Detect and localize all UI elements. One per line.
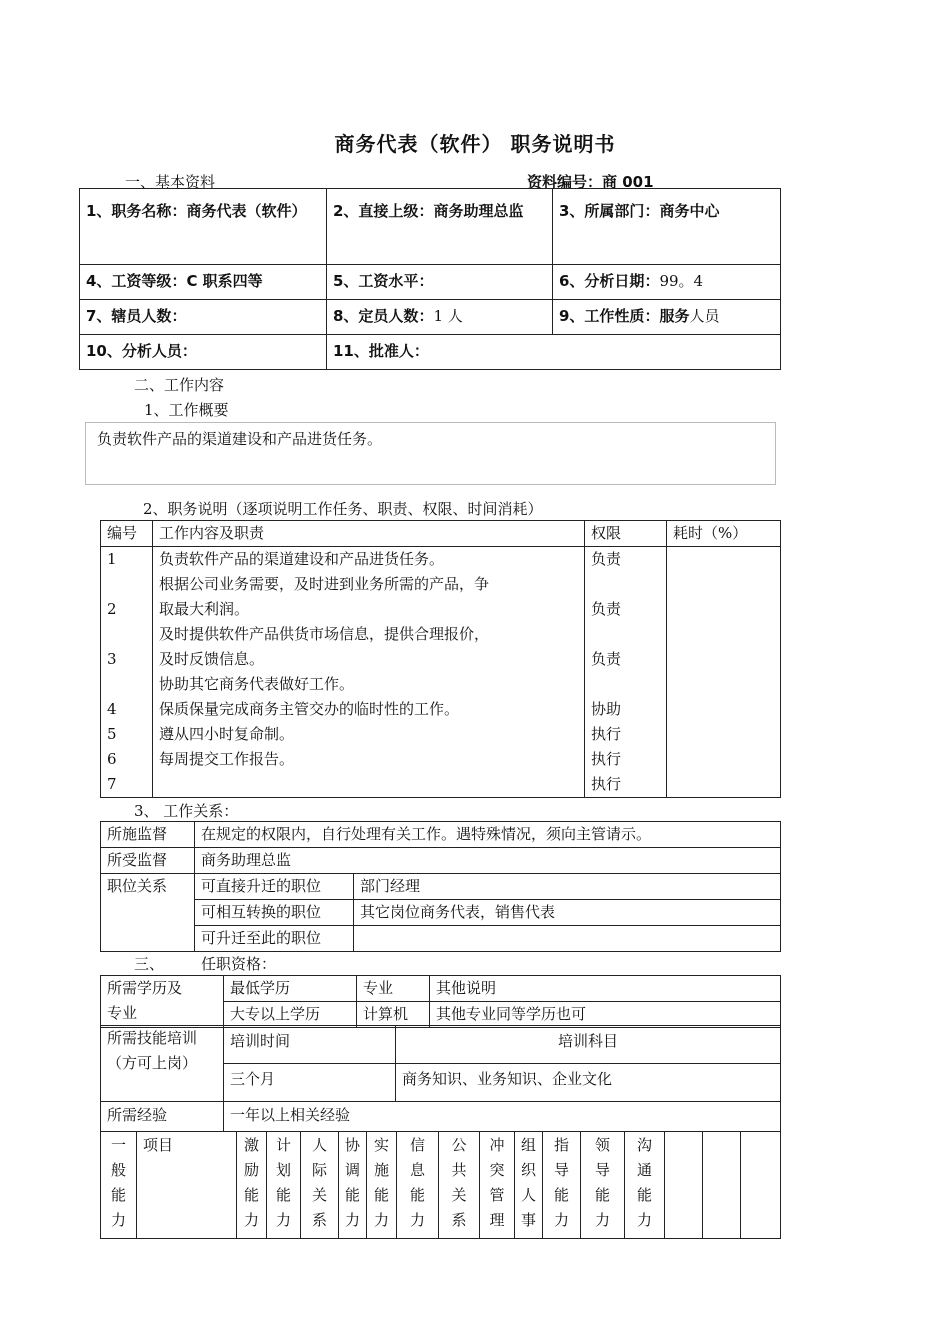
item-label: 项目 (137, 1132, 237, 1239)
training-label (101, 1026, 224, 1102)
ability-char: 实 (373, 1136, 389, 1154)
duty-number (107, 622, 146, 647)
ability-information (397, 1132, 439, 1239)
basic-info-table (79, 188, 781, 370)
ability-char: 计 (275, 1136, 291, 1154)
duty-authority: 负责 (591, 600, 622, 618)
doc-number: 资料编号：商 001 (527, 173, 654, 191)
qualification-table (100, 975, 781, 1028)
edu-label-line: 专业 (107, 1004, 138, 1022)
approver-cell: 11、批准人： (327, 335, 781, 370)
min-edu-value: 大专以上学历 (224, 1002, 357, 1028)
duty-number (107, 672, 146, 697)
duty-authority: 协助 (591, 700, 622, 718)
ability-char: 人 (520, 1186, 536, 1204)
duties-content-column (153, 547, 585, 798)
duty-content (159, 772, 578, 797)
job-nature-cell (553, 300, 781, 335)
job-nature-label: 9、工作性质：服务 (559, 307, 690, 325)
ability-char: 组 (520, 1136, 536, 1154)
from-value (354, 926, 781, 952)
duty-content: 协助其它商务代表做好工作。 (159, 675, 355, 693)
duties-header-time: 耗时（%） (667, 521, 781, 547)
relations-heading: 3、 工作关系： (134, 802, 239, 820)
duties-time-column (667, 547, 781, 798)
ability-char: 理 (489, 1211, 505, 1229)
duty-content: 及时提供软件产品供货市场信息，提供合理报价， (159, 625, 490, 643)
ability-char: 能 (636, 1186, 652, 1204)
ability-char: 能 (373, 1186, 389, 1204)
analysis-date-value: 99。4 (659, 272, 704, 290)
training-table (100, 1025, 781, 1132)
ability-char: 力 (373, 1211, 389, 1229)
ability-char: 能 (275, 1186, 291, 1204)
transfer-value: 其它岗位商务代表，销售代表 (354, 900, 781, 926)
duty-authority: 执行 (591, 725, 622, 743)
department-cell: 3、所属部门：商务中心 (553, 189, 781, 265)
duties-heading: 2、职务说明（逐项说明工作任务、职责、权限、时间消耗） (143, 500, 543, 518)
job-title-cell: 1、职务名称：商务代表（软件） (80, 189, 327, 265)
experience-value: 一年以上相关经验 (224, 1102, 781, 1132)
training-label-line: （方可上岗） (107, 1054, 198, 1072)
duty-content: 及时反馈信息。 (159, 650, 265, 668)
duty-number: 1 (107, 550, 117, 568)
training-subject-label: 培训科目 (396, 1026, 781, 1064)
ability-planning (267, 1132, 301, 1239)
section-work-heading: 二、工作内容 (134, 376, 225, 394)
ability-char: 息 (409, 1161, 425, 1179)
ability-char: 能 (594, 1186, 610, 1204)
headcount-cell (327, 300, 553, 335)
duty-content: 每周提交工作报告。 (159, 750, 295, 768)
ability-char: 公 (451, 1136, 467, 1154)
duty-number: 7 (107, 775, 117, 793)
duty-authority (591, 622, 660, 647)
supervise-label: 所施监督 (101, 822, 195, 848)
analysis-date-label: 6、分析日期： (559, 272, 660, 290)
ability-empty-cell (741, 1132, 781, 1239)
duty-authority: 执行 (591, 750, 622, 768)
duty-content: 遵从四小时复命制。 (159, 725, 295, 743)
ability-char: 关 (451, 1186, 467, 1204)
duty-number: 2 (107, 600, 117, 618)
ability-char: 突 (489, 1161, 505, 1179)
ability-char: 通 (636, 1161, 652, 1179)
other-label: 其他说明 (430, 976, 781, 1002)
edu-label-line: 所需学历及 (107, 979, 183, 997)
ability-organization (515, 1132, 543, 1239)
training-time-label: 培训时间 (224, 1026, 396, 1064)
ability-char: 际 (311, 1161, 327, 1179)
general-ability-char: 般 (110, 1161, 126, 1179)
salary-level-cell: 5、工资水平： (327, 265, 553, 300)
ability-public-relations (439, 1132, 480, 1239)
ability-char: 力 (594, 1211, 610, 1229)
supervise-text: 在规定的权限内，自行处理有关工作。遇特殊情况，须向主管请示。 (195, 822, 781, 848)
ability-conflict-management (480, 1132, 515, 1239)
supervised-label: 所受监督 (101, 848, 195, 874)
salary-grade-cell: 4、工资等级：C 职系四等 (80, 265, 327, 300)
from-label: 可升迁至此的职位 (195, 926, 354, 952)
ability-char: 沟 (636, 1136, 652, 1154)
duty-authority (591, 672, 660, 697)
ability-empty-cell (665, 1132, 703, 1239)
duties-table (100, 520, 781, 798)
duties-header-content: 工作内容及职责 (153, 521, 585, 547)
duty-number (107, 572, 146, 597)
duty-authority: 执行 (591, 775, 622, 793)
ability-char: 激 (243, 1136, 259, 1154)
ability-char: 系 (451, 1211, 467, 1229)
overview-box (85, 422, 776, 485)
ability-char: 能 (553, 1186, 569, 1204)
min-edu-label: 最低学历 (224, 976, 357, 1002)
ability-char: 织 (520, 1161, 536, 1179)
section-qual-number: 三、 (134, 955, 165, 973)
duty-number: 6 (107, 750, 117, 768)
major-value: 计算机 (357, 1002, 430, 1028)
ability-char: 冲 (489, 1136, 505, 1154)
overview-heading: 1、工作概要 (144, 401, 229, 419)
general-ability-label (101, 1132, 137, 1239)
section-qual-heading: 任职资格： (201, 955, 277, 973)
ability-char: 管 (489, 1186, 505, 1204)
ability-char: 划 (275, 1161, 291, 1179)
duty-number: 4 (107, 700, 117, 718)
experience-label: 所需经验 (101, 1102, 224, 1132)
ability-communication (625, 1132, 665, 1239)
edu-label (101, 976, 224, 1028)
job-nature-value: 人员 (689, 307, 720, 325)
ability-guidance (543, 1132, 581, 1239)
ability-char: 导 (553, 1161, 569, 1179)
general-ability-char: 一 (110, 1136, 126, 1154)
promote-label: 可直接升迁的职位 (195, 874, 354, 900)
general-ability-char: 力 (110, 1211, 126, 1229)
analyst-cell: 10、分析人员： (80, 335, 327, 370)
ability-leadership (581, 1132, 625, 1239)
ability-char: 能 (243, 1186, 259, 1204)
ability-char: 系 (311, 1211, 327, 1229)
duty-content: 负责软件产品的渠道建设和产品进货任务。 (159, 550, 445, 568)
duty-authority: 负责 (591, 550, 622, 568)
duty-content: 取最大利润。 (159, 600, 250, 618)
promote-value: 部门经理 (354, 874, 781, 900)
ability-char: 力 (243, 1211, 259, 1229)
ability-char: 调 (344, 1161, 360, 1179)
headcount-value: 1 人 (433, 307, 463, 325)
ability-table (100, 1131, 781, 1239)
analysis-date-cell (553, 265, 781, 300)
general-ability-char: 能 (110, 1186, 126, 1204)
ability-char: 能 (409, 1186, 425, 1204)
ability-char: 导 (594, 1161, 610, 1179)
section-basic-heading: 一、基本资料 (125, 173, 216, 191)
training-label-line: 所需技能培训 (107, 1029, 198, 1047)
ability-interpersonal (301, 1132, 339, 1239)
position-relation-label: 职位关系 (101, 874, 195, 952)
duties-header-number: 编号 (101, 521, 153, 547)
major-label: 专业 (357, 976, 430, 1002)
ability-implementation (367, 1132, 397, 1239)
ability-char: 信 (409, 1136, 425, 1154)
training-subject-value: 商务知识、业务知识、企业文化 (396, 1064, 781, 1102)
overview-text: 负责软件产品的渠道建设和产品进货任务。 (97, 430, 383, 448)
ability-char: 励 (243, 1161, 259, 1179)
ability-coordination (339, 1132, 367, 1239)
ability-motivation (237, 1132, 267, 1239)
ability-char: 力 (344, 1211, 360, 1229)
supervised-text: 商务助理总监 (195, 848, 781, 874)
ability-char: 指 (553, 1136, 569, 1154)
duties-authority-column (585, 547, 667, 798)
duty-content: 保质保量完成商务主管交办的临时性的工作。 (159, 700, 460, 718)
ability-char: 协 (344, 1136, 360, 1154)
ability-char: 力 (553, 1211, 569, 1229)
ability-char: 施 (373, 1161, 389, 1179)
ability-char: 力 (275, 1211, 291, 1229)
duty-number: 5 (107, 725, 117, 743)
duty-authority (591, 572, 660, 597)
duty-authority: 负责 (591, 650, 622, 668)
transfer-label: 可相互转换的职位 (195, 900, 354, 926)
ability-char: 关 (311, 1186, 327, 1204)
duties-number-column (101, 547, 153, 798)
duty-number: 3 (107, 650, 117, 668)
ability-char: 人 (311, 1136, 327, 1154)
ability-char: 能 (344, 1186, 360, 1204)
relations-table (100, 821, 781, 952)
direct-superior-cell: 2、直接上级：商务助理总监 (327, 189, 553, 265)
ability-char: 力 (636, 1211, 652, 1229)
duty-content: 根据公司业务需要，及时进到业务所需的产品，争 (159, 575, 490, 593)
training-time-value: 三个月 (224, 1064, 396, 1102)
ability-char: 事 (520, 1211, 536, 1229)
ability-empty-cell (703, 1132, 741, 1239)
document-title: 商务代表（软件） 职务说明书 (334, 132, 616, 156)
subordinates-cell: 7、辖员人数： (80, 300, 327, 335)
duties-header-authority: 权限 (585, 521, 667, 547)
headcount-label: 8、定员人数： (333, 307, 434, 325)
other-value: 其他专业同等学历也可 (430, 1002, 781, 1028)
ability-char: 共 (451, 1161, 467, 1179)
ability-char: 领 (594, 1136, 610, 1154)
ability-char: 力 (409, 1211, 425, 1229)
